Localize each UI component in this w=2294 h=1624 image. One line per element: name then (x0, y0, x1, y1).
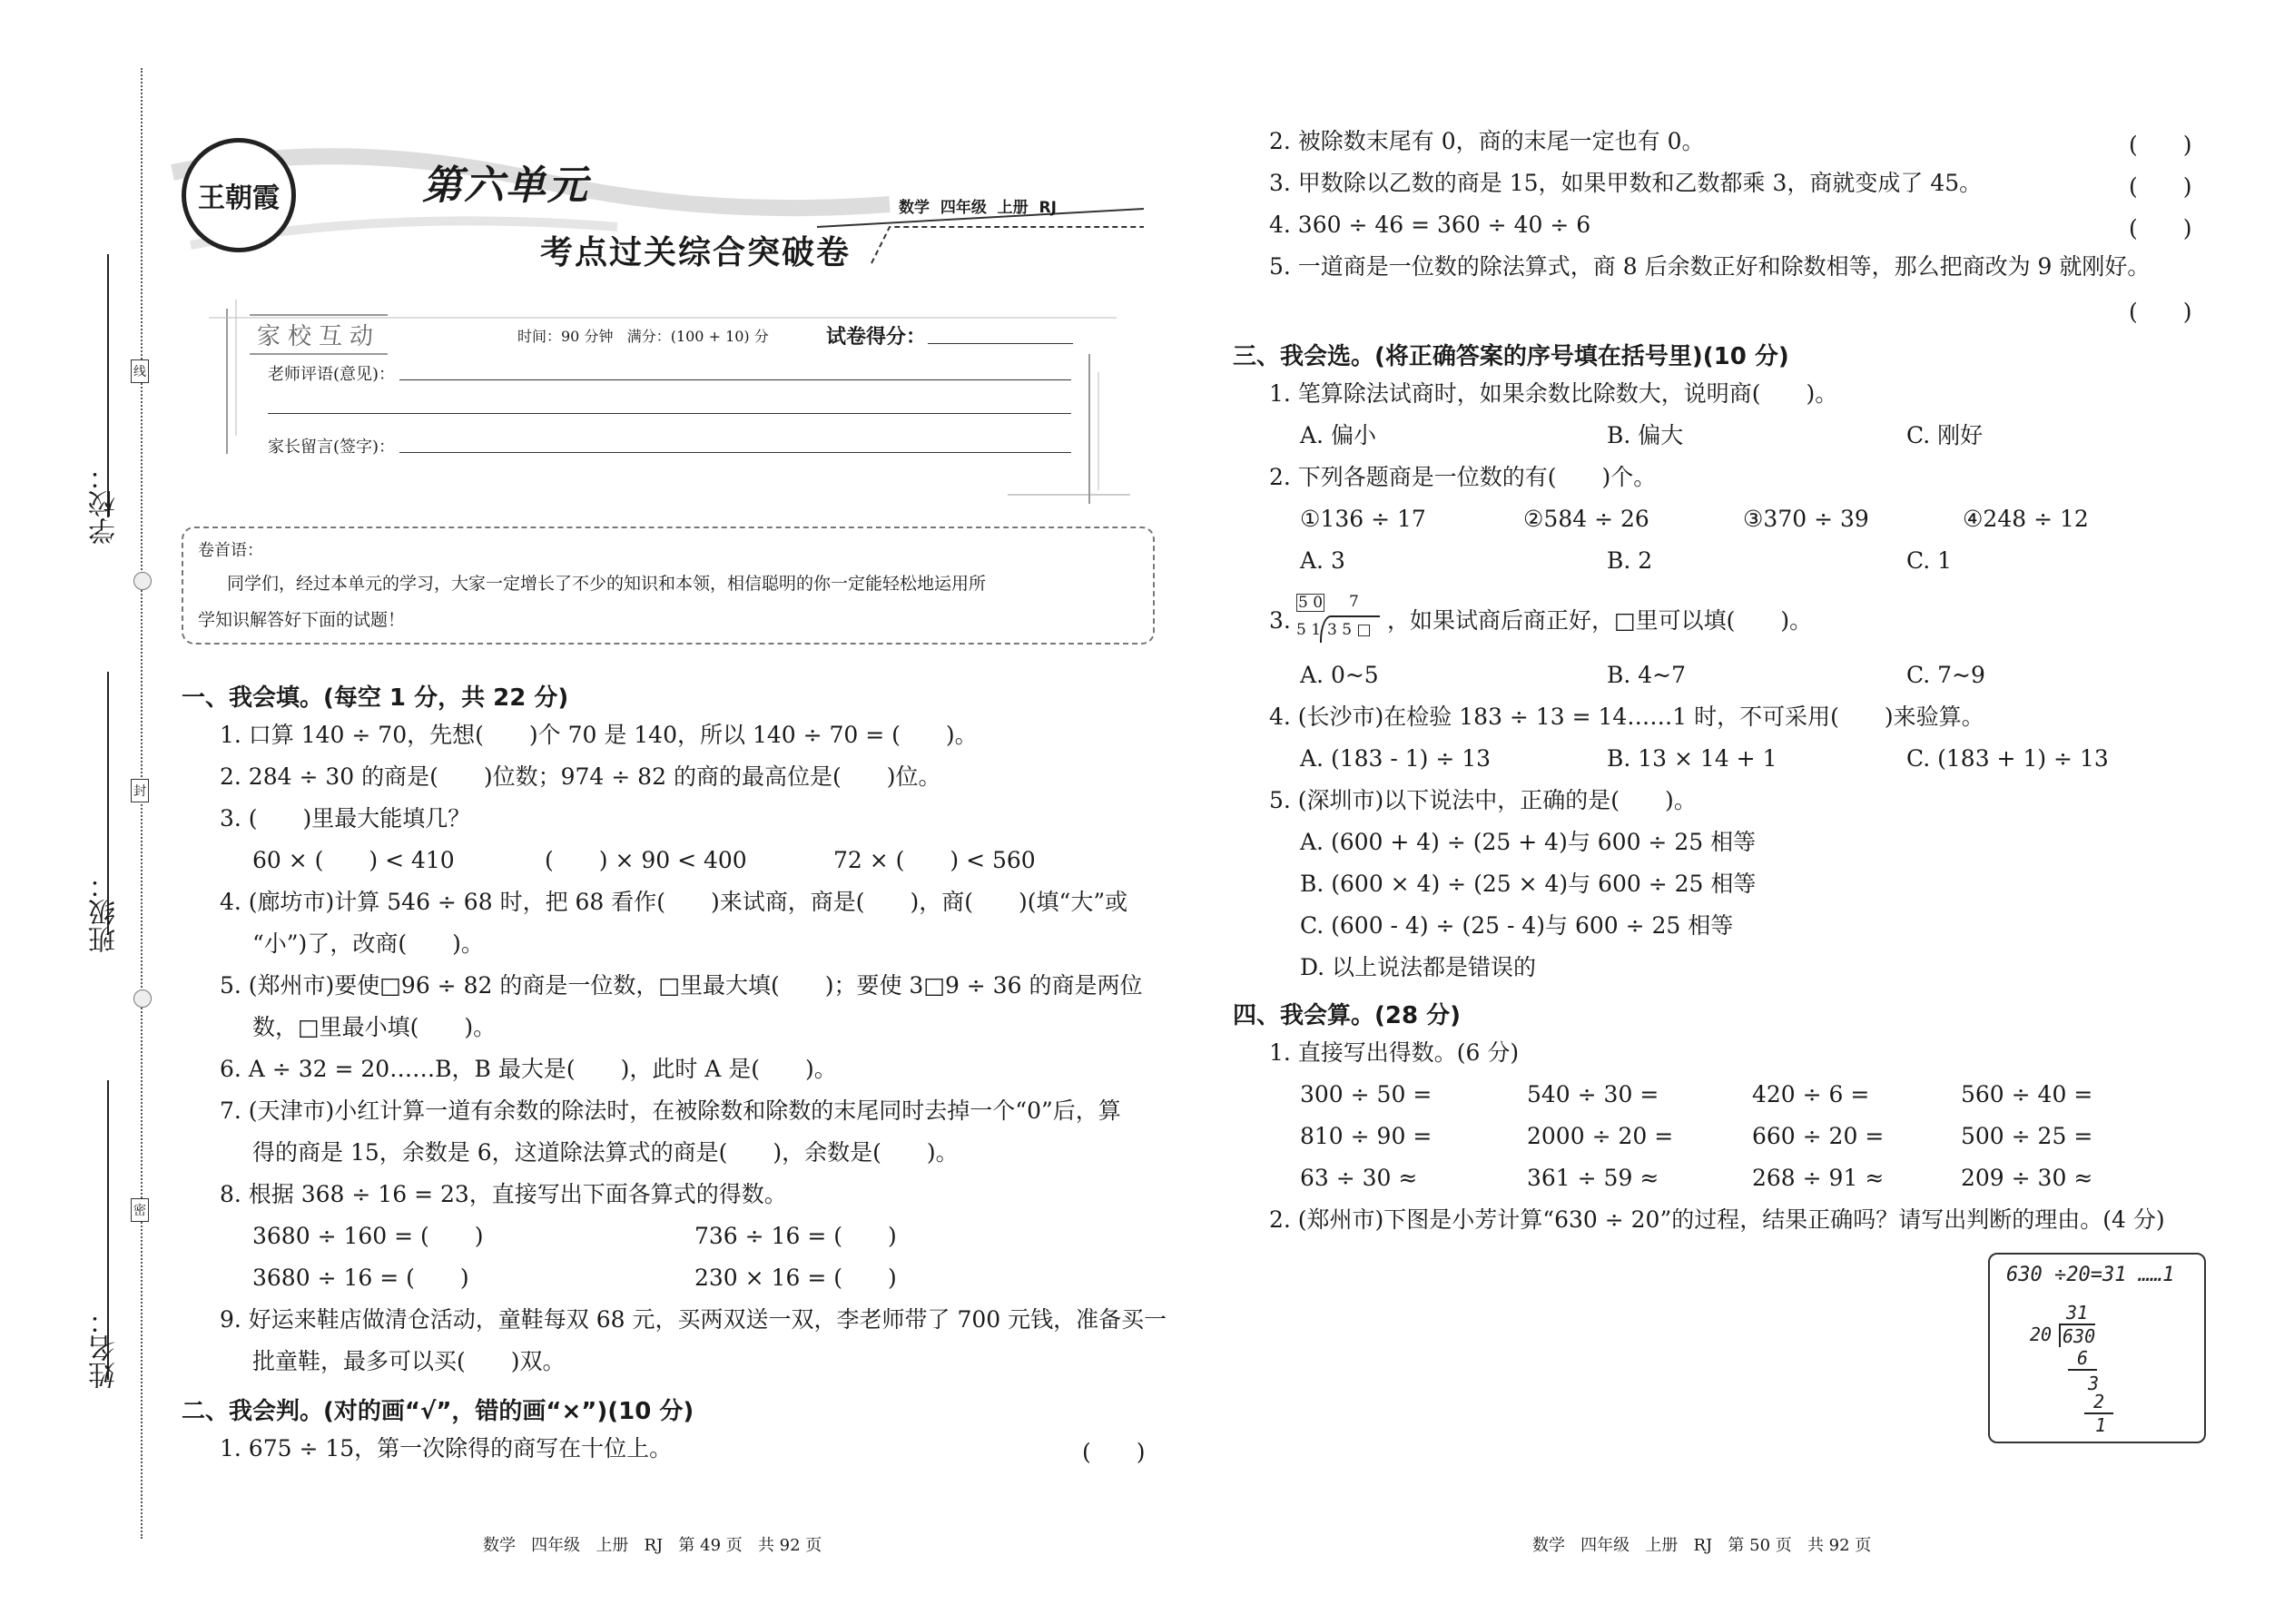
s1-q2: 2. 284 ÷ 30 的商是( )位数；974 ÷ 82 的商的最高位是( )位。 (220, 763, 941, 790)
hw-quotient: 31 (2066, 1302, 2089, 1324)
s2-q3-answer[interactable]: ( ) (2129, 173, 2192, 200)
calc-r1c4[interactable]: 560 ÷ 40 = (1961, 1081, 2093, 1107)
logo (182, 138, 296, 252)
footer-right: 数学 四年级 上册 RJ 第 50 页 共 92 页 (1532, 1536, 1872, 1555)
s2-q2-answer[interactable]: ( ) (2129, 132, 2192, 158)
school-label: 学校： (89, 463, 121, 545)
cut-mark-feng: 封 (131, 779, 149, 802)
s1-q8a: 3680 ÷ 160 = ( ) (252, 1223, 484, 1249)
name-label: 姓名： (89, 1307, 121, 1389)
s2-q3: 3. 甲数除以乙数的商是 15，如果甲数和乙数都乘 3，商就变成了 45。 (1269, 170, 1983, 196)
s3-q5-option-c[interactable]: C. (600 - 4) ÷ (25 - 4)与 600 ÷ 25 相等 (1300, 912, 1734, 939)
s1-q3c: 72 × ( ) < 560 (833, 847, 1036, 873)
calc-r3c1[interactable]: 63 ÷ 30 ≈ (1300, 1165, 1418, 1191)
time-score: 时间：90 分钟 满分：(100 + 10) 分 (517, 328, 769, 345)
s3-q3-number: 3. (1269, 607, 1291, 634)
s3-q2-item4: ④248 ÷ 12 (1963, 506, 2089, 532)
calc-r2c1[interactable]: 810 ÷ 90 = (1300, 1123, 1433, 1149)
s1-q9-line2: 批童鞋，最多可以买( )双。 (252, 1348, 566, 1374)
division-quotient: 7 (1349, 593, 1359, 611)
binding-margin (0, 0, 154, 1624)
hw-equation: 630 ÷20=31 ……1 (2006, 1264, 2175, 1286)
s2-q5: 5. 一道商是一位数的除法算式，商 8 后余数正好和除数相等，那么把商改为 9 就刚好。 (1269, 253, 2151, 280)
section1-title: 一、我会填。(每空 1 分，共 22 分) (182, 684, 569, 712)
s1-q8d: 230 × 16 = ( ) (694, 1265, 897, 1291)
calc-r1c1[interactable]: 300 ÷ 50 = (1300, 1081, 1433, 1107)
s1-q1: 1. 口算 140 ÷ 70，先想( )个 70 是 140，所以 140 ÷ 70 = ( )。 (220, 722, 978, 748)
s1-q8: 8. 根据 368 ÷ 16 = 23，直接写出下面各算式的得数。 (220, 1181, 787, 1207)
paper-score-label: 试卷得分： (826, 325, 927, 349)
s3-q2-option-a[interactable]: A. 3 (1300, 547, 1345, 574)
s2-q4-answer[interactable]: ( ) (2129, 215, 2192, 241)
subtitle: 考点过关综合突破卷 (540, 233, 852, 271)
s3-q2-option-c[interactable]: C. 1 (1906, 547, 1953, 574)
calc-r2c4[interactable]: 500 ÷ 25 = (1961, 1123, 2093, 1149)
s3-q3-option-b[interactable]: B. 4~7 (1607, 662, 1687, 688)
teacher-comment-label: 老师评语(意见)： (268, 365, 396, 384)
division-dividend: 3 5 □ (1327, 621, 1372, 639)
hw-step1: 6 (2068, 1347, 2097, 1371)
s2-q5-answer[interactable]: ( ) (2129, 299, 2192, 325)
s3-q1-option-c[interactable]: C. 刚好 (1906, 422, 1984, 448)
s3-q5: 5. (深圳市)以下说法中，正确的是( )。 (1269, 787, 1697, 813)
s3-q1-option-b[interactable]: B. 偏大 (1607, 422, 1684, 448)
s2-q4: 4. 360 ÷ 46 = 360 ÷ 40 ÷ 6 (1269, 212, 1591, 238)
calc-r3c3[interactable]: 268 ÷ 91 ≈ (1752, 1165, 1885, 1191)
s3-q2: 2. 下列各题商是一位数的有( )个。 (1269, 464, 1657, 490)
s4-q1: 1. 直接写出得数。(6 分) (1269, 1039, 1520, 1066)
s1-q4-line1: 4. (廊坊市)计算 546 ÷ 68 时，把 68 看作( )来试商，商是( )，商( )(填“大”或 (220, 889, 1128, 915)
preface-title: 卷首语： (198, 541, 263, 560)
calc-r2c2[interactable]: 2000 ÷ 20 = (1527, 1123, 1674, 1149)
parent-note-label: 家长留言(签字)： (268, 438, 396, 457)
s3-q2-item2: ②584 ÷ 26 (1523, 506, 1649, 532)
logo-text: 王朝霞 (198, 182, 280, 214)
s3-q4-option-b[interactable]: B. 13 × 14 + 1 (1607, 745, 1777, 772)
hw-divisor: 20 (2030, 1324, 2053, 1345)
calc-r1c2[interactable]: 540 ÷ 30 = (1527, 1081, 1659, 1107)
s3-q2-item1: ①136 ÷ 17 (1300, 506, 1426, 532)
division-divisor: 5 1 (1296, 621, 1322, 639)
s3-q4-option-a[interactable]: A. (183 - 1) ÷ 13 (1300, 745, 1492, 772)
s1-q8c: 3680 ÷ 16 = ( ) (252, 1265, 469, 1291)
section2-title: 二、我会判。(对的画“√”，错的画“×”)(10 分) (182, 1398, 694, 1425)
preface-line1: 同学们，经过本单元的学习，大家一定增长了不少的知识和本领，相信聪明的你一定能轻松地运用所 (227, 574, 987, 594)
long-division (1296, 592, 1387, 648)
s1-q8b: 736 ÷ 16 = ( ) (694, 1223, 897, 1249)
s1-q3: 3. ( )里最大能填几？ (220, 805, 471, 832)
info-frame (209, 300, 1135, 508)
s4-q2: 2. (郑州市)下图是小芳计算“630 ÷ 20”的过程，结果正确吗？请写出判断的理由。(4 分) (1269, 1206, 2165, 1233)
hw-step2: 3 (2088, 1373, 2100, 1394)
preface-line2: 学知识解答好下面的试题！ (198, 610, 406, 630)
s1-q4-line2: “小”)了，改商( )。 (252, 930, 484, 957)
s3-q4: 4. (长沙市)在检验 183 ÷ 13 = 14……1 时，不可采用( )来验算。 (1269, 704, 1984, 730)
hole-mark (133, 572, 152, 590)
s3-q3-option-a[interactable]: A. 0~5 (1300, 662, 1379, 688)
s1-q3b: ( ) × 90 < 400 (545, 847, 747, 873)
s1-q5-line2: 数，□里最小填( )。 (252, 1014, 497, 1040)
handwritten-work-box (1988, 1253, 2206, 1443)
home-school-badge: 家校互动 (250, 314, 388, 355)
s3-q1-option-a[interactable]: A. 偏小 (1300, 422, 1376, 448)
s3-q5-option-b[interactable]: B. (600 × 4) ÷ (25 × 4)与 600 ÷ 25 相等 (1300, 871, 1757, 897)
calc-r2c3[interactable]: 660 ÷ 20 = (1752, 1123, 1885, 1149)
cut-mark-mi: 密 (131, 1198, 149, 1222)
s1-q6: 6. A ÷ 32 = 20……B，B 最大是( )，此时 A 是( )。 (220, 1056, 837, 1082)
s2-q2: 2. 被除数末尾有 0，商的末尾一定也有 0。 (1269, 128, 1705, 154)
section3-title: 三、我会选。(将正确答案的序号填在括号里)(10 分) (1233, 343, 1789, 370)
footer-left: 数学 四年级 上册 RJ 第 49 页 共 92 页 (483, 1536, 822, 1555)
s2-q1-answer[interactable]: ( ) (1082, 1439, 1146, 1465)
s3-q3-option-c[interactable]: C. 7~9 (1906, 662, 1985, 688)
dotted-cut-line (141, 68, 143, 1539)
calc-r3c4[interactable]: 209 ÷ 30 ≈ (1961, 1165, 2093, 1191)
s3-q5-option-d[interactable]: D. 以上说法都是错误的 (1300, 954, 1537, 980)
hw-step4: 1 (2095, 1414, 2107, 1436)
s1-q5-line1: 5. (郑州市)要使□96 ÷ 82 的商是一位数，□里最大填( )；要使 3□9 ÷ 36 的商是两位 (220, 972, 1143, 999)
s3-q1: 1. 笔算除法试商时，如果余数比除数大，说明商( )。 (1269, 380, 1838, 407)
s3-q2-option-b[interactable]: B. 2 (1607, 547, 1653, 574)
s2-q1: 1. 675 ÷ 15，第一次除得的商写在十位上。 (220, 1435, 673, 1462)
s1-q7-line2: 得的商是 15，余数是 6，这道除法算式的商是( )，余数是( )。 (252, 1139, 959, 1166)
subject-tag: 数学 四年级 上册 RJ (899, 199, 1057, 217)
s3-q2-item3: ③370 ÷ 39 (1743, 506, 1869, 532)
calc-r3c2[interactable]: 361 ÷ 59 ≈ (1527, 1165, 1659, 1191)
s1-q7-line1: 7. (天津市)小红计算一道有余数的除法时，在被除数和除数的末尾同时去掉一个“0”后，算 (220, 1097, 1121, 1124)
class-label: 班级： (89, 871, 121, 953)
s3-q5-option-a[interactable]: A. (600 + 4) ÷ (25 + 4)与 600 ÷ 25 相等 (1300, 829, 1757, 855)
cut-mark-xian: 线 (131, 359, 149, 383)
division-top: 5 0 (1298, 594, 1324, 612)
s3-q4-option-c[interactable]: C. (183 + 1) ÷ 13 (1906, 745, 2109, 772)
hw-dividend: 630 (2059, 1324, 2095, 1347)
s1-q9-line1: 9. 好运来鞋店做清仓活动，童鞋每双 68 元，买两双送一双，李老师带了 700 元钱，准备买一 (220, 1306, 1167, 1333)
s3-q3-text: ，如果试商后商正好，□里可以填( )。 (1387, 607, 1813, 634)
hole-mark (133, 989, 152, 1008)
section4-title: 四、我会算。(28 分) (1233, 1002, 1461, 1029)
calc-r1c3[interactable]: 420 ÷ 6 = (1752, 1081, 1870, 1107)
s1-q3a: 60 × ( ) < 410 (252, 847, 455, 873)
hw-step3: 2 (2084, 1391, 2113, 1414)
unit-title: 第六单元 (422, 162, 589, 209)
